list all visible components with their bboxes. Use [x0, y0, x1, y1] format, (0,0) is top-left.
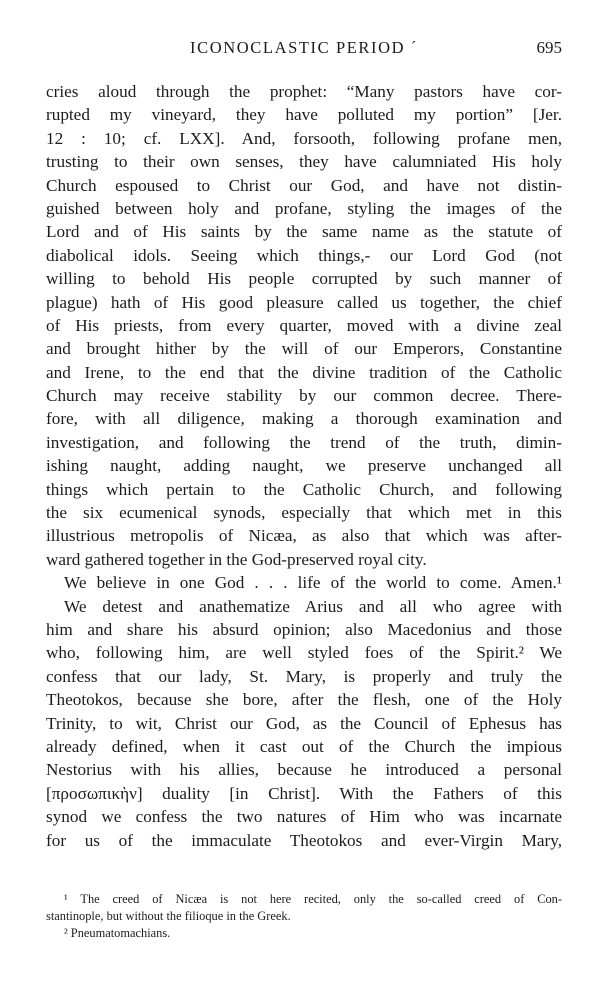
text-line: investigation, and following the trend of the truth, dimin-	[46, 432, 562, 452]
text-line: rupted my vineyard, they have polluted my portion” [Jer.	[46, 105, 562, 125]
text-line: already defined, when it cast out of the Church the impious	[46, 736, 562, 756]
text-line: diabolical idols. Seeing which things,- our Lord God (not	[46, 245, 562, 265]
text-line: Trinity, to wit, Christ our God, as the Council of Ephesus has	[46, 713, 562, 733]
text-line: Theotokos, because she bore, after the flesh, one of the Holy	[46, 690, 562, 710]
footnote-2: ² Pneumatomachians.	[64, 926, 171, 940]
text-line: of His priests, from every quarter, moved with a divine zeal	[46, 315, 562, 335]
text-line: plague) hath of His good pleasure called us together, the chief	[46, 292, 562, 312]
text-line: Church espoused to Christ our God, and have not distin-	[46, 175, 562, 195]
text-line: and brought hither by the will of our Emperors, Constantine	[46, 339, 562, 359]
text-line: Church may receive stability by our common decree. There-	[46, 386, 562, 406]
text-line: guished between holy and profane, styling the images of the	[46, 198, 562, 218]
footnote-1-continued: stantinople, but without the filioque in the Greek.	[46, 909, 291, 923]
text-line: [προσωπικὴν] duality [in Christ]. With the Fathers of this	[46, 783, 562, 803]
text-line: ishing naught, adding naught, we preserve unchanged all	[46, 456, 562, 476]
text-line: for us of the immaculate Theotokos and ever-Virgin Mary,	[46, 830, 562, 850]
text-line: fore, with all diligence, making a thorough examination and	[46, 409, 562, 429]
text-line: and Irene, to the end that the divine tradition of the Catholic	[46, 362, 562, 382]
text-line: Nestorius with his allies, because he introduced a personal	[46, 760, 562, 780]
text-line: who, following him, are well styled foes of the Spirit.² We	[46, 643, 562, 663]
text-line: synod we confess the two natures of Him who was incarnate	[46, 807, 562, 827]
running-head	[46, 38, 562, 62]
text-line: the six ecumenical synods, especially that which met in this	[46, 503, 562, 523]
text-line: 12 : 10; cf. LXX]. And, forsooth, following profane men,	[46, 128, 562, 148]
body-text	[46, 80, 562, 852]
page-number: 695	[536, 38, 562, 57]
footnotes	[46, 891, 562, 942]
text-line: illustrious metropolis of Nicæa, as also that which was after-	[46, 526, 562, 546]
text-line: him and share his absurd opinion; also Macedonius and those	[46, 619, 562, 639]
text-line: trusting to their own senses, they have calumniated His holy	[46, 152, 562, 172]
text-line: confess that our lady, St. Mary, is properly and truly the	[46, 666, 562, 686]
text-line-paragraph-start: We detest and anathematize Arius and all who agree with	[64, 596, 562, 616]
text-line: willing to behold His people corrupted by such manner of	[46, 269, 562, 289]
text-line: Lord and of His saints by the same name as the statute of	[46, 222, 562, 242]
text-line: cries aloud through the prophet: “Many pastors have cor-	[46, 82, 562, 101]
text-line-paragraph-end: ward gathered together in the God-preserved royal city.	[46, 549, 427, 569]
text-line: things which pertain to the Catholic Church, and following	[46, 479, 562, 499]
footnote-1: ¹ The creed of Nicæa is not here recited, only the so-called creed of Con-	[64, 892, 562, 906]
creed-line: We believe in one God . . . life of the world to come. Amen.¹	[64, 573, 562, 593]
running-title: ICONOCLASTIC PERIOD ´	[190, 38, 418, 57]
